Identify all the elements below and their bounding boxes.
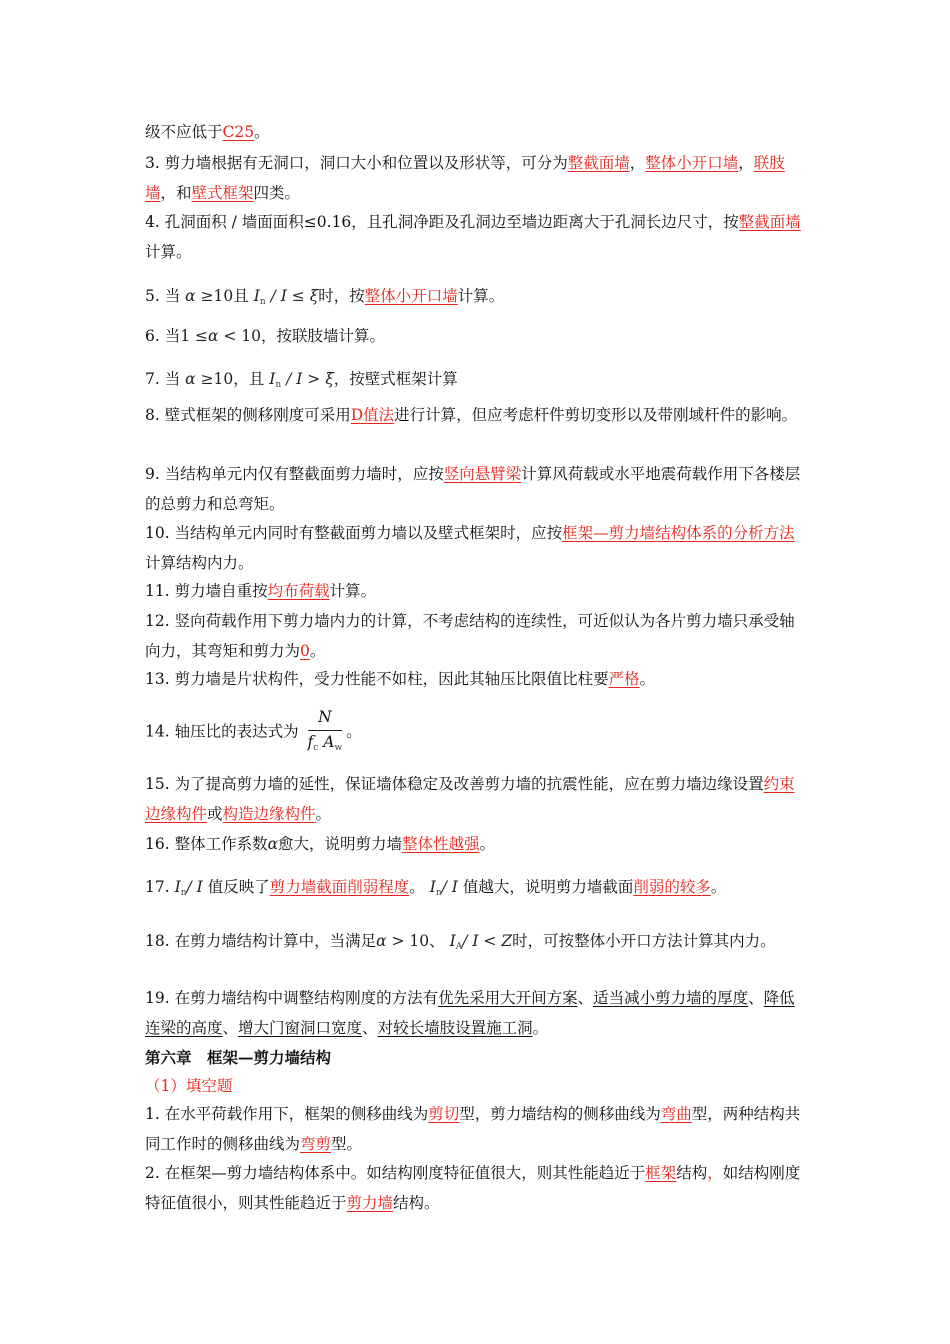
answer: 整体小开口墙 (645, 154, 739, 172)
answer: 0 (300, 641, 310, 660)
fill-2: 2. 在框架—剪力墙结构体系中。如结构刚度特征值很大，则其性能趋近于框架结构，如结构刚度特征值很小，则其性能趋近于剪力墙结构。 (145, 1164, 801, 1212)
item-8: 8. 壁式框架的侧移刚度可采用D值法进行计算，但应考虑杆件剪切变形以及带刚域杆件的影响。 (145, 406, 798, 424)
fill-1: 1. 在水平荷载作用下，框架的侧移曲线为剪切型，剪力墙结构的侧移曲线为弯曲型，两种结构共同工作时的侧移曲线为弯剪型。 (145, 1105, 801, 1153)
answer: 均布荷载 (267, 582, 330, 600)
answer: 壁式框架 (191, 183, 254, 202)
fraction-axial-ratio: $\frac{N}{f_c A_w}$ (307, 708, 343, 753)
answer: 增大门窗洞口宽度 (238, 1018, 363, 1037)
item-10: 10. 当结构单元内同时有整截面剪力墙以及壁式框架时，应按框架—剪力墙结构体系的分析方法计算结构内力。 (145, 524, 795, 572)
chapter-heading: 第六章 框架—剪力墙结构 (145, 1048, 332, 1067)
answer: 约束边缘构件 (145, 775, 795, 823)
item-13: 13. 剪力墙是片状构件，受力性能不如柱，因此其轴压比限值比柱要严格。 (145, 670, 656, 688)
item-3: 3. 剪力墙根据有无洞口，洞口大小和位置以及形状等，可分为整截面墙，整体小开口墙，联肢墙，和壁式框架四类。 (145, 154, 785, 202)
answer: D值法 (350, 406, 395, 424)
item-14: 14. 轴压比的表达式为 $\frac{N}{f_c A_w}$ 。 (145, 706, 810, 759)
item-9: 9. 当结构单元内仅有整截面剪力墙时，应按竖向悬臂梁计算风荷载或水平地震荷载作用下各楼层的总剪力和总弯矩。 (145, 465, 801, 513)
item-19: 19. 在剪力墙结构中调整结构刚度的方法有优先采用大开间方案、适当减小剪力墙的厚度、降低连梁的高度、增大门窗洞口宽度、对较长墙肢设置施工洞。 (145, 989, 795, 1037)
item-17: 17. $I_n/$ I 值反映了剪力墙截面削弱程度。 $I_n/$ I 值越大，说明剪力墙截面削弱的较多。 (145, 878, 727, 898)
answer: 剪力墙 (346, 1193, 394, 1212)
answer: 竖向悬臂梁 (443, 465, 522, 483)
answer: 框架—剪力墙结构体系的分析方法 (562, 524, 795, 542)
answer: 降低连梁的高度 (145, 989, 795, 1037)
item-16: 16. 整体工作系数α愈大，说明剪力墙整体性越强。 (145, 835, 496, 853)
answer: 弯曲 (660, 1105, 692, 1123)
answer: 联肢墙 (145, 154, 785, 202)
answer: 框架 (645, 1164, 677, 1182)
answer: C25 (222, 123, 255, 141)
answer: 构造边缘构件 (222, 804, 316, 823)
answer: 削弱的较多 (633, 878, 711, 896)
answer: 整体小开口墙 (364, 287, 458, 305)
item-18: 18. 在剪力墙结构计算中，当满足α > 10、 $I_A/$ I < Z时，可按整体小开口方法计算其内力。 (145, 932, 776, 952)
item-11: 11. 剪力墙自重按均布荷载计算。 (145, 582, 377, 600)
answer: 整截面墙 (567, 154, 630, 172)
item-6: 6. 当1 ≤α < 10，按联肢墙计算。 (145, 327, 386, 345)
answer: 整截面墙 (738, 213, 801, 231)
answer: 适当减小剪力墙的厚度 (593, 989, 749, 1007)
line-c25: 级不应低于C25。 (145, 123, 270, 141)
answer: 整体性越强 (402, 835, 480, 853)
answer: 对较长墙肢设置施工洞 (377, 1018, 533, 1037)
answer: 弯剪 (300, 1134, 332, 1153)
answer: 优先采用大开间方案 (438, 989, 578, 1007)
item-12: 12. 竖向荷载作用下剪力墙内力的计算，不考虑结构的连续性，可近似认为各片剪力墙只承受轴向力，其弯矩和剪力为0。 (145, 612, 795, 660)
answer: 剪切 (428, 1105, 460, 1123)
item-4: 4. 孔洞面积 / 墙面面积≤0.16，且孔洞净距及孔洞边至墙边距离大于孔洞长边尺寸，按整截面墙计算。 (145, 213, 801, 261)
math-In: $I_n$ (253, 287, 266, 307)
section-heading: （1）填空题 (145, 1077, 233, 1095)
answer: 剪力墙截面削弱程度 (269, 878, 410, 896)
answer: 严格 (608, 670, 640, 688)
item-7: 7. 当 α ≥10，且 $I_n / I > \xi$，按壁式框架计算 (145, 370, 458, 390)
item-5: 5. 当 α ≥10且 $I_n / I \le \xi$时，按整体小开口墙计算。 (145, 287, 505, 307)
math-alpha: α (185, 287, 196, 305)
item-15: 15. 为了提高剪力墙的延性，保证墙体稳定及改善剪力墙的抗震性能，应在剪力墙边缘设置约束边缘构件或构造边缘构件。 (145, 775, 795, 823)
